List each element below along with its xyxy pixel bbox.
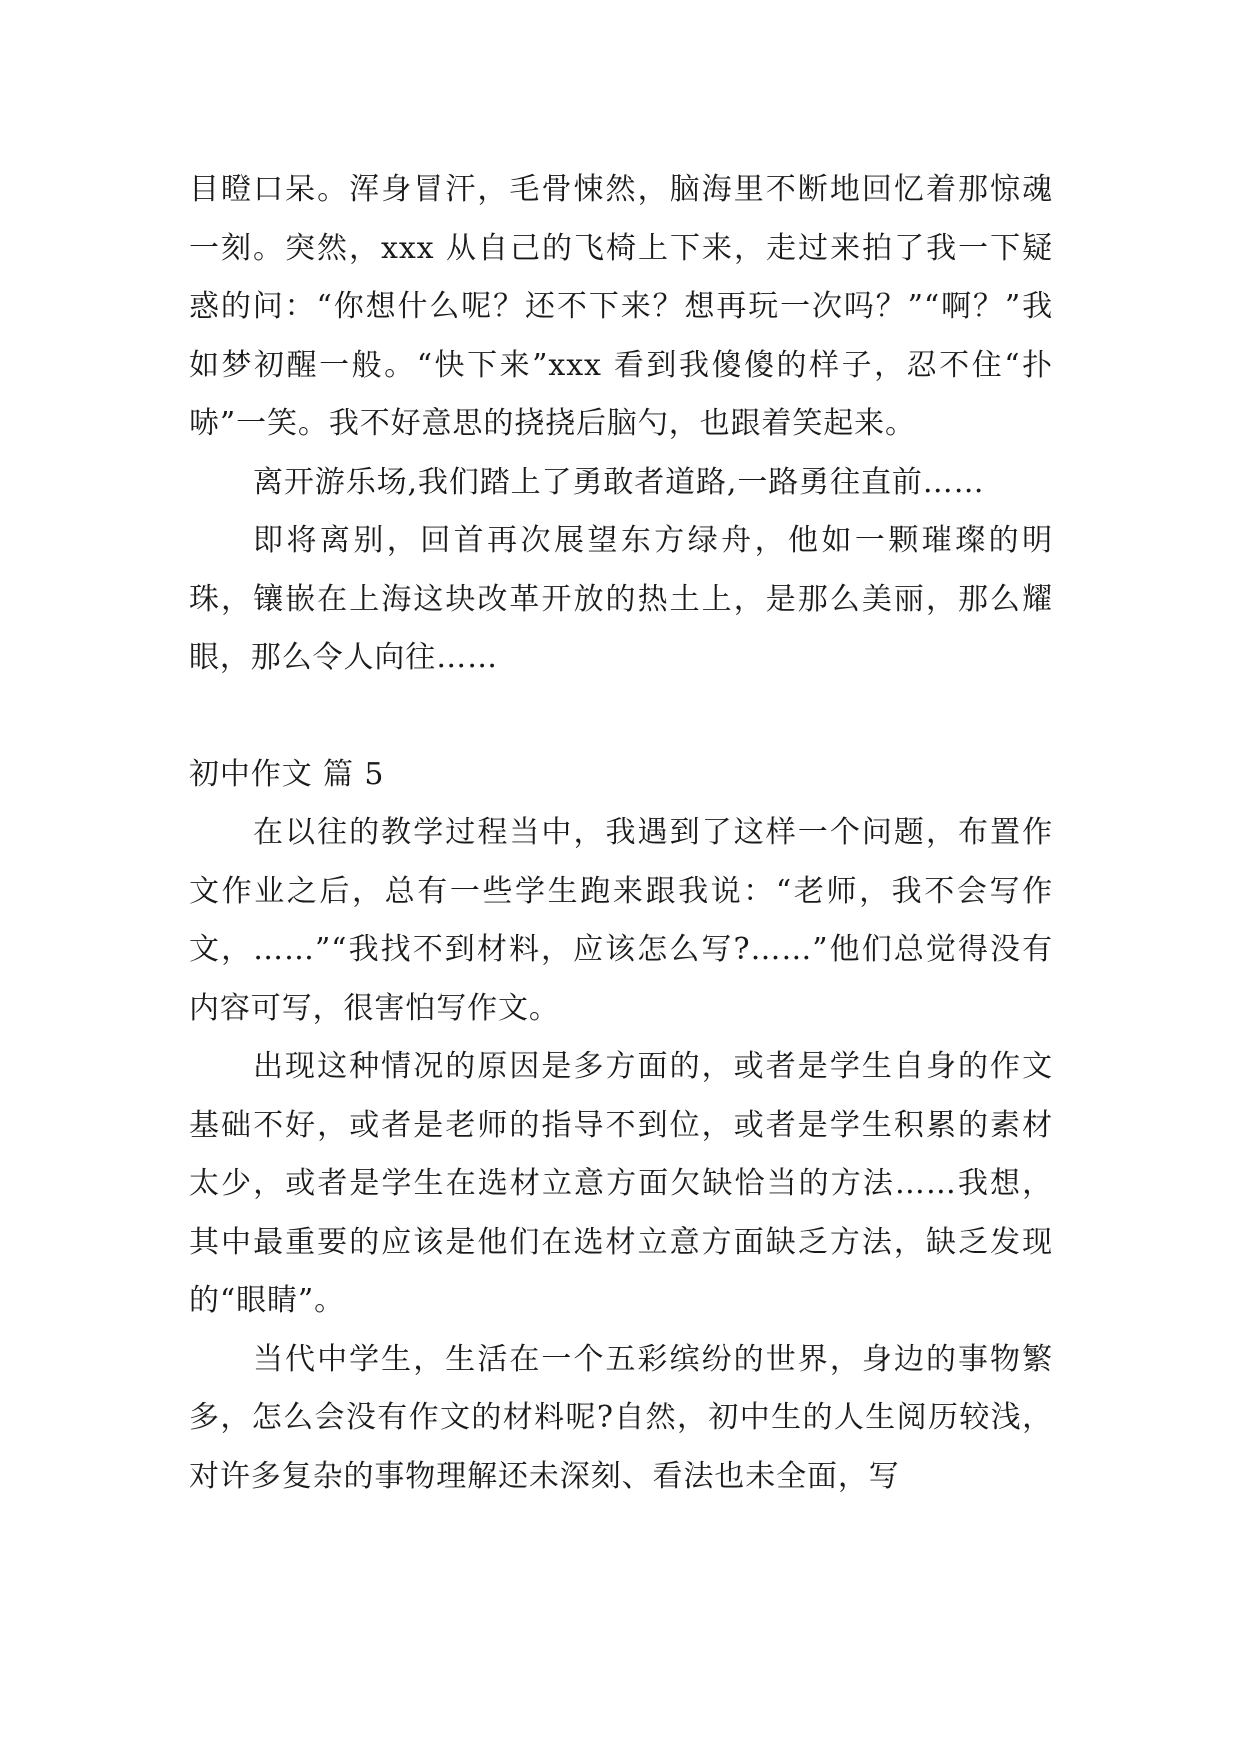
document-body <box>189 161 1053 1506</box>
section-gap <box>189 688 1053 746</box>
section-heading: 初中作文 篇 5 <box>189 756 385 792</box>
paragraph-amusement-park: 离开游乐场,我们踏上了勇敢者道路,一路勇往直前…… <box>253 464 985 500</box>
paragraph-reasons: 出现这种情况的原因是多方面的，或者是学生自身的作文基础不好，或者是老师的指导不到位，或者是学生积累的素材太少，或者是学生在选材立意方面欠缺恰当的方法……我想，其中最重要的应该是他们在选材立意方面缺乏方法，缺乏发现的“眼睛”。 <box>189 1049 1053 1318</box>
paragraph-farewell: 即将离别，回首再次展望东方绿舟，他如一颗璀璨的明珠，镶嵌在上海这块改革开放的热土上，是那么美丽，那么耀眼，那么令人向往…… <box>189 523 1053 675</box>
paragraph-continuation: 目瞪口呆。浑身冒汗，毛骨悚然，脑海里不断地回忆着那惊魂一刻。突然，xxx 从自己的飞椅上下来，走过来拍了我一下疑惑的问：“你想什么呢？还不下来？想再玩一次吗？”“啊？”我如梦初醒一般。“快下来”xxx 看到我傻傻的样子，忍不住“扑哧”一笑。我不好意思的挠挠后脑勺，也跟着笑起来。 <box>189 172 1053 441</box>
paragraph-modern-students: 当代中学生，生活在一个五彩缤纷的世界，身边的事物繁多，怎么会没有作文的材料呢?自然，初中生的人生阅历较浅，对许多复杂的事物理解还未深刻、看法也未全面，写 <box>189 1341 1053 1494</box>
paragraph-teaching-problem: 在以往的教学过程当中，我遇到了这样一个问题，布置作文作业之后，总有一些学生跑来跟我说：“老师，我不会写作文，……”“我找不到材料，应该怎么写?……”他们总觉得没有内容可写，很害怕写作文。 <box>189 815 1053 1026</box>
